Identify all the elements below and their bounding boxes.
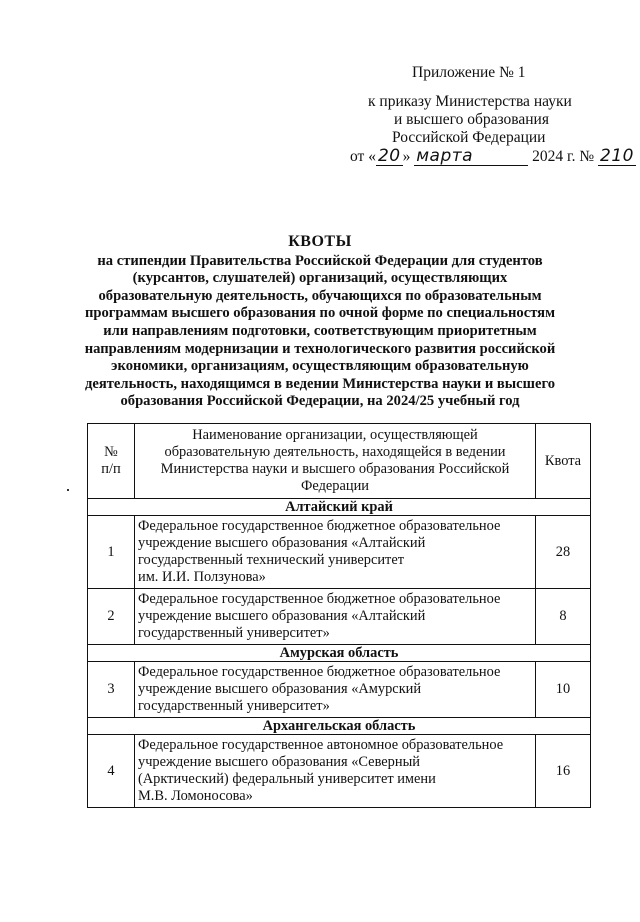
row-quota: 10 (536, 662, 591, 718)
handwritten-day: 20 (377, 146, 401, 166)
document-title (80, 233, 560, 411)
title-line: направлениям модернизации и технологического развития российской (84, 340, 556, 357)
org-line: (Арктический) федеральный университет имени (138, 771, 436, 787)
row-number: 1 (88, 516, 135, 589)
region-row (88, 718, 591, 735)
org-line: учреждение высшего образования «Северный (138, 754, 420, 770)
org-line: М.В. Ломоносова» (138, 788, 253, 804)
row-organization (135, 735, 536, 808)
row-quota: 16 (536, 735, 591, 808)
row-organization (135, 516, 536, 589)
appendix-line: и высшего образования (394, 111, 549, 128)
quota-table (87, 423, 591, 808)
date-prefix: от « (350, 148, 376, 165)
org-line: государственный университет» (138, 698, 330, 714)
table-row (88, 735, 591, 808)
header-number-symbol: № (104, 444, 118, 460)
org-line: государственный технический университет (138, 552, 405, 568)
table-row (88, 589, 591, 645)
title-line: экономики, организациям, осуществляющим образовательную (111, 358, 529, 375)
row-number: 2 (88, 589, 135, 645)
title-line: на стипендии Правительства Российской Федерации для студентов (97, 252, 543, 269)
title-line: или направлениям подготовки, соответствующим приоритетным (103, 322, 537, 339)
row-quota: 28 (536, 516, 591, 589)
row-organization (135, 589, 536, 645)
header-number (88, 424, 135, 499)
appendix-line: к приказу Министерства науки (368, 93, 572, 110)
org-line: государственный университет» (138, 625, 330, 641)
row-number: 4 (88, 735, 135, 808)
title-line: (курсантов, слушателей) организаций, осуществляющих (132, 270, 508, 287)
org-line: учреждение высшего образования «Алтайский (138, 608, 426, 624)
order-date-line (350, 147, 636, 166)
region-row (88, 499, 591, 516)
header-number-abbr: п/п (101, 461, 121, 477)
org-line: Федеральное государственное бюджетное образовательное (138, 591, 501, 607)
row-organization (135, 662, 536, 718)
handwritten-number: 210 (600, 146, 634, 166)
title-line: программам высшего образования по очной форме по специальностям (84, 305, 556, 322)
table-header-row (88, 424, 591, 499)
appendix-title: Приложение № 1 (412, 64, 526, 81)
scan-speck (67, 489, 69, 491)
title-heading: КВОТЫ (288, 233, 352, 250)
org-line: Федеральное государственное бюджетное образовательное (138, 664, 501, 680)
table-row (88, 662, 591, 718)
org-line: им. И.И. Ползунова» (138, 569, 266, 585)
date-year: 2024 г. № (532, 148, 595, 165)
row-quota: 8 (536, 589, 591, 645)
region-name: Алтайский край (88, 499, 591, 516)
appendix-line: Российской Федерации (392, 129, 546, 146)
table-row (88, 516, 591, 589)
handwritten-month: марта (414, 147, 528, 166)
title-line: образования Российской Федерации, на 2024/25 учебный год (120, 393, 520, 410)
region-row (88, 645, 591, 662)
title-line: образовательную деятельность, обучающихся по образовательным (98, 287, 542, 304)
row-number: 3 (88, 662, 135, 718)
org-line: учреждение высшего образования «Амурский (138, 681, 422, 697)
region-name: Амурская область (88, 645, 591, 662)
title-line: деятельность, находящимся в ведении Министерства науки и высшего (85, 375, 555, 392)
region-name: Архангельская область (88, 718, 591, 735)
header-quota: Квота (536, 424, 591, 499)
org-line: Федеральное государственное бюджетное образовательное (138, 518, 501, 534)
date-mid: » (402, 148, 411, 165)
org-line: Федеральное государственное автономное образовательное (138, 737, 504, 753)
header-organization: Наименование организации, осуществляющей образовательную деятельность, находящейся в ведении Министерства науки и высшего образования Российской Федерации (135, 424, 536, 499)
org-line: учреждение высшего образования «Алтайский (138, 535, 426, 551)
